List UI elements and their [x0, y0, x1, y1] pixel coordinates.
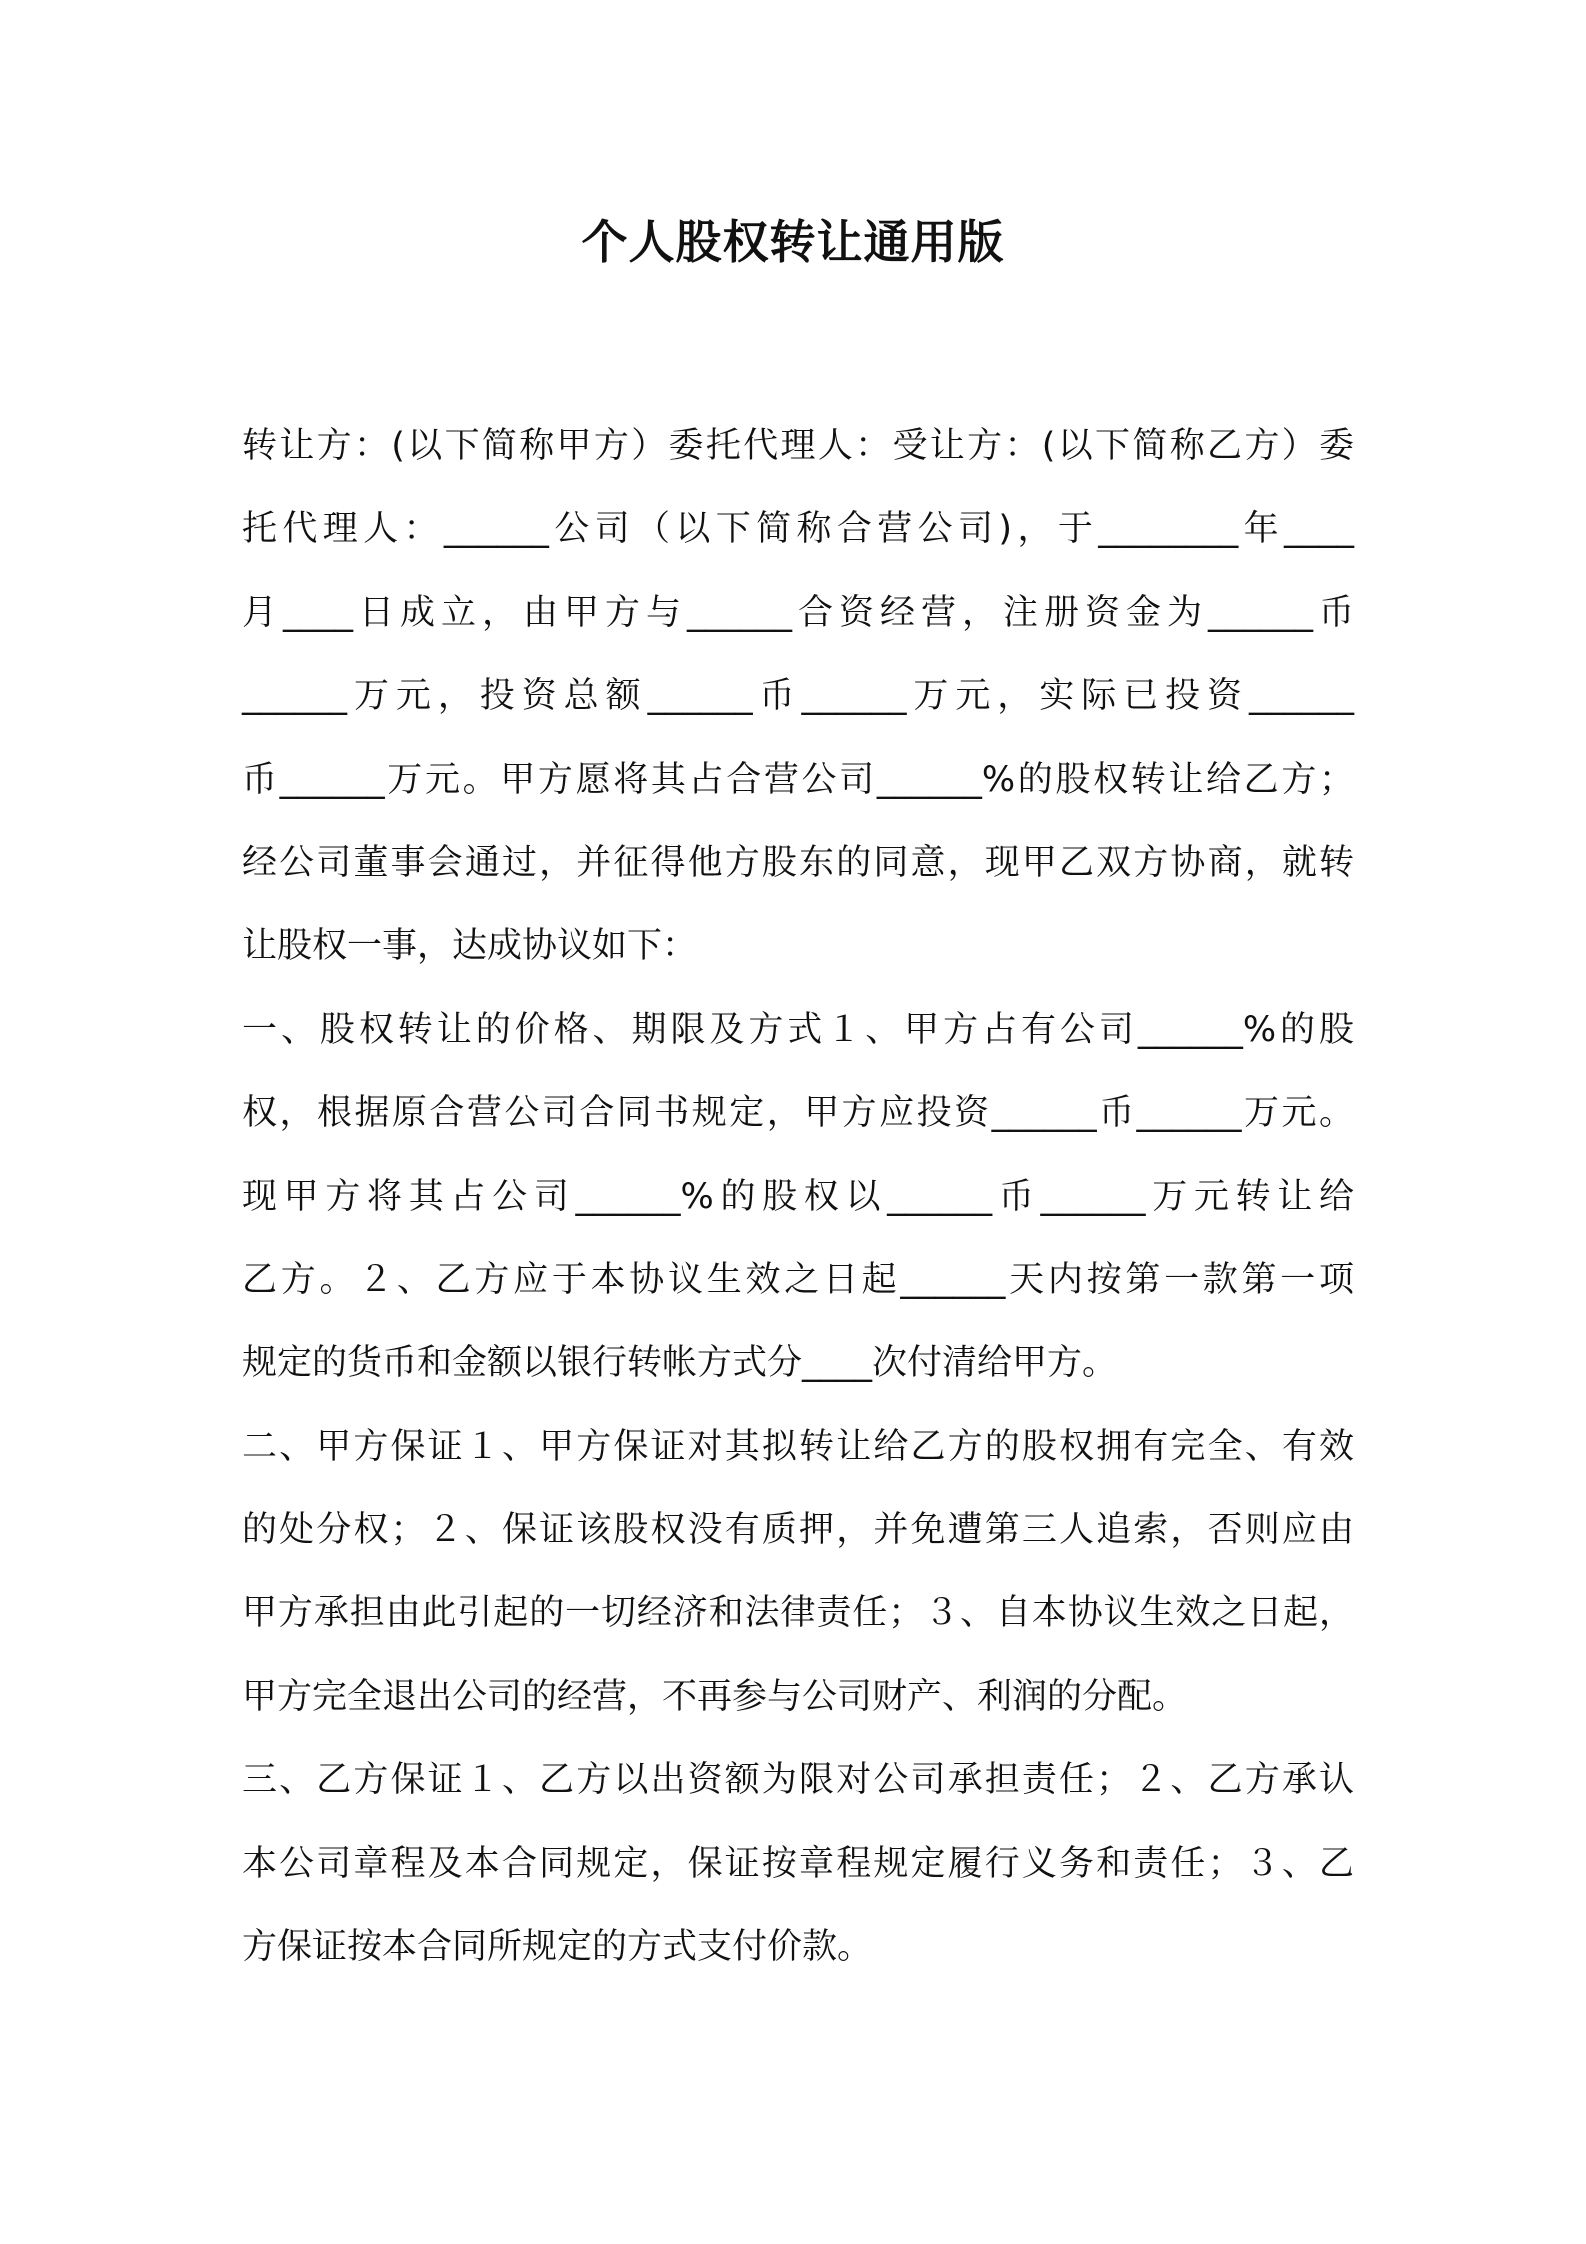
- body-line: 的处分权；２、保证该股权没有质押，并免遭第三人追索，否则应由: [242, 1510, 1354, 1551]
- body-line: 甲方完全退出公司的经营，不再参与公司财产、利润的分配。: [242, 1676, 1188, 1717]
- body-line: 方保证按本合同所规定的方式支付价款。: [242, 1927, 873, 1968]
- body-line: 让股权一事，达成协议如下：: [242, 926, 698, 967]
- body-line: 托代理人：______公司（以下简称合营公司)，于________年____: [242, 509, 1354, 550]
- body-line: 规定的货币和金额以银行转帐方式分____次付清给甲方。: [242, 1343, 1118, 1384]
- body-line: 月____日成立，由甲方与______合资经营，注册资金为______币: [242, 592, 1354, 633]
- body-line: 转让方：(以下简称甲方）委托代理人：受让方：(以下简称乙方）委: [242, 426, 1354, 466]
- body-line: 三、乙方保证１、乙方以出资额为限对公司承担责任；２、乙方承认: [242, 1760, 1354, 1801]
- body-line: 二、甲方保证１、甲方保证对其拟转让给乙方的股权拥有完全、有效: [242, 1426, 1354, 1467]
- body-line: 乙方。２、乙方应于本协议生效之日起______天内按第一款第一项: [242, 1259, 1354, 1300]
- document-body: [242, 405, 1354, 1989]
- body-line: ______万元，投资总额______币______万元，实际已投资______: [242, 676, 1354, 717]
- body-line: 甲方承担由此引起的一切经济和法律责任；３、自本协议生效之日起，: [242, 1593, 1354, 1634]
- body-line: 一、股权转让的价格、期限及方式１、甲方占有公司______%的股: [242, 1009, 1354, 1050]
- body-line: 权，根据原合营公司合同书规定，甲方应投资______币______万元。: [242, 1093, 1354, 1134]
- body-line: 币______万元。甲方愿将其占合营公司______%的股权转让给乙方；: [242, 759, 1354, 800]
- body-line: 本公司章程及本合同规定，保证按章程规定履行义务和责任；３、乙: [242, 1843, 1354, 1884]
- body-line: 经公司董事会通过，并征得他方股东的同意，现甲乙双方协商，就转: [242, 842, 1354, 883]
- body-line: 现甲方将其占公司______%的股权以______币______万元转让给: [242, 1176, 1354, 1217]
- document-title: 个人股权转让通用版: [581, 215, 1005, 269]
